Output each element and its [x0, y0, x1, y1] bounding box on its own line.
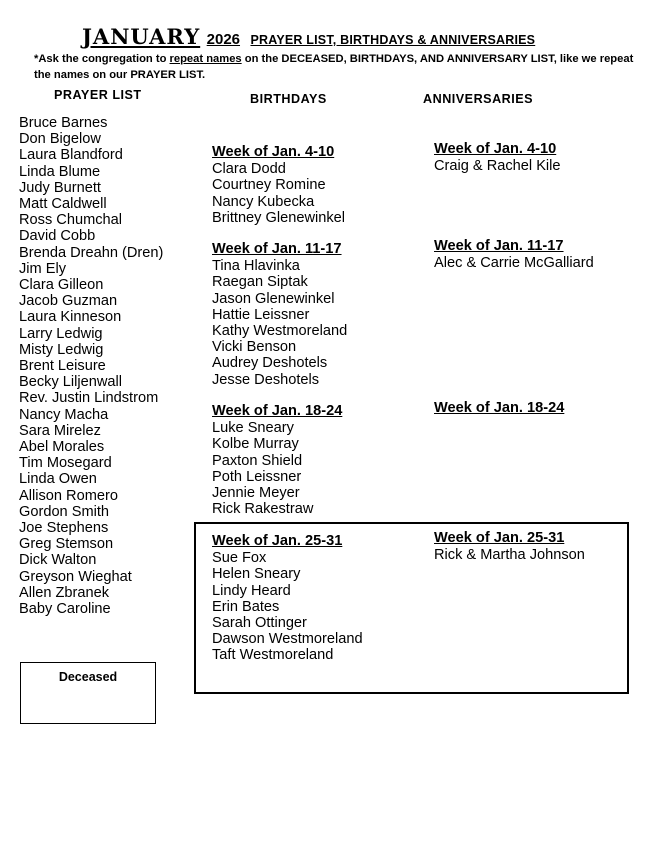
prayer-list-item: Gordon Smith: [19, 503, 110, 520]
week-name-list: [434, 255, 594, 271]
week-name-item: Vicki Benson: [212, 339, 297, 356]
week-heading: Week of Jan. 11-17: [434, 238, 564, 254]
week-name-item: Dawson Westmoreland: [212, 631, 363, 648]
prayer-list-item: Rev. Justin Lindstrom: [19, 390, 159, 407]
note-after: on the DECEASED, BIRTHDAYS, AND ANNIVERSARY LIST, like we repeat the names on our PRAYER LIST.: [34, 53, 634, 81]
week-name-item: Nancy Kubecka: [212, 193, 315, 210]
week-name-item: Clara Dodd: [212, 161, 286, 178]
week-name-item: Craig & Rachel Kile: [434, 158, 561, 175]
congregation-note: [34, 51, 634, 83]
prayer-list-item: Misty Ledwig: [19, 341, 104, 358]
prayer-list-item: Jim Ely: [19, 260, 67, 277]
week-name-item: Paxton Shield: [212, 452, 303, 469]
current-week-frame: [194, 522, 629, 694]
anniversary-week-block: [434, 400, 564, 417]
week-heading: Week of Jan. 25-31: [434, 530, 565, 546]
week-heading: Week of Jan. 18-24: [212, 403, 343, 419]
prayer-list-item: Brenda Dreahn (Dren): [19, 244, 164, 261]
title-year: 2026: [206, 31, 241, 48]
prayer-list-item: Clara Gilleon: [19, 277, 104, 294]
prayer-list-item: Allen Zbranek: [19, 584, 110, 601]
prayer-list-item: Judy Burnett: [19, 179, 101, 196]
prayer-list-item: Sara Mirelez: [19, 422, 101, 439]
week-name-item: Raegan Siptak: [212, 274, 308, 291]
deceased-label: Deceased: [58, 670, 118, 684]
prayer-list: [19, 115, 163, 617]
prayer-list-item: Laura Kinneson: [19, 309, 122, 326]
week-name-item: Rick Rakestraw: [212, 501, 314, 518]
week-name-item: Lindy Heard: [212, 582, 291, 599]
prayer-list-item: Bruce Barnes: [19, 115, 108, 131]
prayer-list-item: Nancy Macha: [19, 406, 109, 423]
prayer-list-item: Baby Caroline: [19, 601, 111, 618]
prayer-list-item: Matt Caldwell: [19, 196, 107, 213]
week-heading: Week of Jan. 4-10: [212, 144, 335, 160]
prayer-list-item: Ross Chumchal: [19, 212, 123, 229]
week-heading: Week of Jan. 4-10: [434, 141, 557, 157]
week-name-item: Taft Westmoreland: [212, 647, 334, 664]
week-name-item: Kathy Westmoreland: [212, 323, 348, 340]
week-name-item: Poth Leissner: [212, 468, 302, 485]
week-name-item: Jason Glenewinkel: [212, 290, 335, 307]
week-name-item: Sue Fox: [212, 550, 267, 567]
week-heading: Week of Jan. 11-17: [212, 241, 342, 257]
week-name-list: [212, 420, 342, 517]
note-emphasis: repeat names: [169, 53, 242, 65]
week-name-item: Alec & Carrie McGalliard: [434, 255, 594, 272]
prayer-list-item: Joe Stephens: [19, 520, 109, 537]
week-name-item: Sarah Ottinger: [212, 615, 307, 632]
prayer-list-item: Larry Ledwig: [19, 325, 103, 342]
prayer-list-item: Laura Blandford: [19, 147, 123, 164]
page-title: [82, 24, 535, 49]
week-name-list: [212, 161, 345, 226]
week-name-item: Brittney Glenewinkel: [212, 209, 346, 226]
prayer-list-item: Don Bigelow: [19, 131, 101, 148]
prayer-list-item: Linda Owen: [19, 471, 97, 488]
birthdays-heading: BIRTHDAYS: [250, 92, 327, 106]
week-name-item: Kolbe Murray: [212, 436, 299, 453]
anniversary-week-block: [434, 141, 561, 174]
birthday-week-block: [212, 241, 347, 388]
title-month: JANUARY: [82, 24, 201, 49]
anniversaries-heading: ANNIVERSARIES: [423, 92, 534, 106]
week-name-list: [212, 258, 347, 388]
birthday-week-block: [212, 403, 342, 517]
birthday-week-block: [212, 144, 345, 226]
week-name-item: Jesse Deshotels: [212, 371, 320, 388]
week-name-item: Rick & Martha Johnson: [434, 547, 585, 564]
week-name-item: Erin Bates: [212, 598, 280, 615]
anniversary-week-block: [434, 238, 594, 271]
prayer-list-item: Allison Romero: [19, 487, 118, 504]
week-name-item: Luke Sneary: [212, 420, 294, 437]
prayer-list-item: Abel Morales: [19, 439, 105, 456]
prayer-list-item: Brent Leisure: [19, 358, 106, 375]
week-name-item: Audrey Deshotels: [212, 355, 328, 372]
prayer-list-item: Dick Walton: [19, 552, 97, 569]
week-name-item: Jennie Meyer: [212, 485, 300, 502]
note-before: *Ask the congregation to: [34, 53, 170, 65]
prayer-list-item: Becky Liljenwall: [19, 374, 123, 391]
title-subtitle: PRAYER LIST, BIRTHDAYS & ANNIVERSARIES: [250, 33, 536, 47]
prayer-list-item: Greg Stemson: [19, 536, 114, 553]
prayer-list-item: David Cobb: [19, 228, 96, 245]
prayer-list-item: Jacob Guzman: [19, 293, 118, 310]
week-heading: Week of Jan. 18-24: [434, 400, 565, 416]
week-name-list: [434, 158, 561, 174]
week-name-item: Helen Sneary: [212, 566, 301, 583]
prayer-list-item: Tim Mosegard: [19, 455, 112, 472]
deceased-box: [20, 662, 156, 724]
week-name-item: Hattie Leissner: [212, 306, 310, 323]
prayer-list-item: Greyson Wieghat: [19, 568, 132, 585]
prayer-list-item: Linda Blume: [19, 163, 101, 180]
prayer-list-heading: PRAYER LIST: [54, 88, 142, 102]
week-name-item: Courtney Romine: [212, 177, 326, 194]
week-name-item: Tina Hlavinka: [212, 258, 300, 275]
week-heading: Week of Jan. 25-31: [212, 533, 343, 549]
